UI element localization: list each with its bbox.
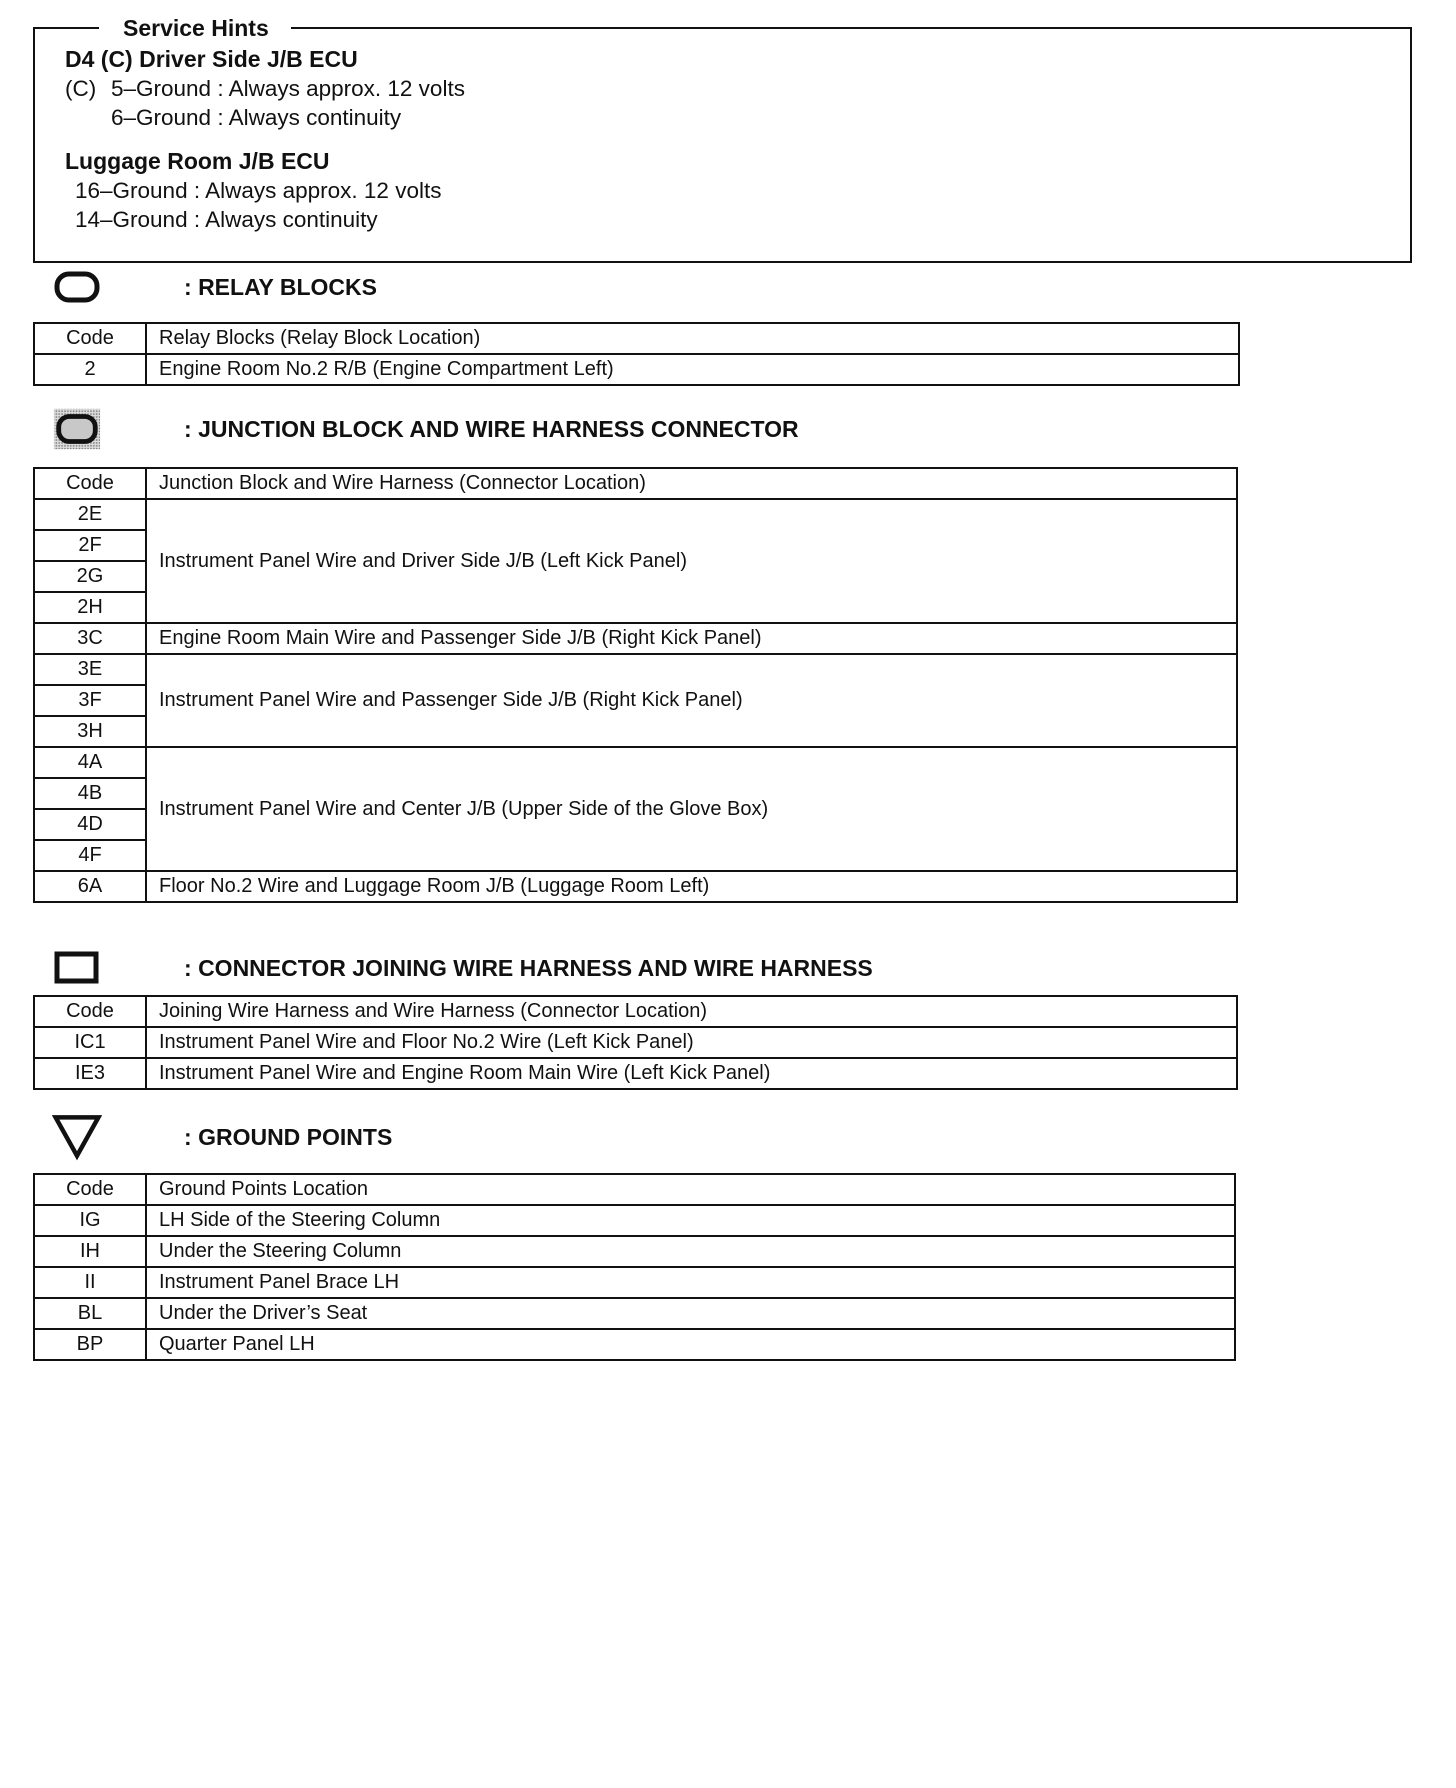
code-cell: 6A	[34, 871, 146, 902]
hint-group-luggage-room-jb	[65, 146, 441, 234]
relay-blocks-table	[33, 322, 1240, 386]
code-cell: BL	[34, 1298, 146, 1329]
code-cell: II	[34, 1267, 146, 1298]
table-row	[34, 1298, 1235, 1329]
service-hints-box	[33, 15, 1412, 263]
relay-block-icon	[52, 262, 102, 312]
code-cell: 3C	[34, 623, 146, 654]
code-cell: 4D	[34, 809, 146, 840]
hint-line: 16–Ground : Always approx. 12 volts	[75, 178, 442, 203]
table-row	[34, 1058, 1237, 1089]
hint-line: 6–Ground : Always continuity	[111, 105, 402, 130]
table-row	[34, 623, 1237, 654]
table-row	[34, 1329, 1235, 1360]
section-title: : RELAY BLOCKS	[184, 274, 377, 301]
code-cell: BP	[34, 1329, 146, 1360]
table-header-row	[34, 996, 1237, 1027]
location-cell: Instrument Panel Wire and Floor No.2 Wire (Left Kick Panel)	[146, 1027, 1237, 1058]
code-cell: IE3	[34, 1058, 146, 1089]
table-header-row	[34, 323, 1239, 354]
connectors-table	[33, 995, 1238, 1090]
header-location-cell: Ground Points Location	[146, 1174, 1235, 1205]
code-cell: 4A	[34, 747, 146, 778]
connector-icon	[52, 943, 102, 993]
location-cell: Under the Steering Column	[146, 1236, 1235, 1267]
location-cell: Instrument Panel Brace LH	[146, 1267, 1235, 1298]
code-cell: 4F	[34, 840, 146, 871]
location-cell: Instrument Panel Wire and Center J/B (Upper Side of the Glove Box)	[146, 747, 1237, 871]
hint-text: 5–Ground : Always approx. 12 volts	[111, 76, 465, 101]
section-title: : JUNCTION BLOCK AND WIRE HARNESS CONNECTOR	[184, 416, 799, 443]
hint-line: 14–Ground : Always continuity	[75, 207, 378, 232]
location-cell: Engine Room Main Wire and Passenger Side J/B (Right Kick Panel)	[146, 623, 1237, 654]
service-hints-title: Service Hints	[99, 13, 291, 43]
location-cell: Instrument Panel Wire and Driver Side J/B (Left Kick Panel)	[146, 499, 1237, 623]
code-cell: 2G	[34, 561, 146, 592]
header-location-cell: Junction Block and Wire Harness (Connector Location)	[146, 468, 1237, 499]
header-code-cell: Code	[34, 323, 146, 354]
hint-heading-driver-side-jb: D4 (C) Driver Side J/B ECU	[65, 46, 358, 72]
header-code-cell: Code	[34, 1174, 146, 1205]
table-header-row	[34, 1174, 1235, 1205]
hint-heading-luggage-room-jb: Luggage Room J/B ECU	[65, 148, 330, 174]
table-row	[34, 1027, 1237, 1058]
code-cell: 3F	[34, 685, 146, 716]
section-heading-junction-blocks	[52, 404, 799, 454]
section-title: : GROUND POINTS	[184, 1124, 392, 1151]
location-cell: Instrument Panel Wire and Engine Room Main Wire (Left Kick Panel)	[146, 1058, 1237, 1089]
section-heading-connectors	[52, 943, 873, 993]
table-row	[34, 654, 1237, 685]
junction-blocks-table	[33, 467, 1238, 903]
table-row	[34, 1236, 1235, 1267]
table-row	[34, 354, 1239, 385]
location-cell: LH Side of the Steering Column	[146, 1205, 1235, 1236]
code-cell: 4B	[34, 778, 146, 809]
table-row	[34, 1205, 1235, 1236]
location-cell: Instrument Panel Wire and Passenger Side J/B (Right Kick Panel)	[146, 654, 1237, 747]
header-location-cell: Joining Wire Harness and Wire Harness (Connector Location)	[146, 996, 1237, 1027]
code-cell: 2H	[34, 592, 146, 623]
ground-points-table	[33, 1173, 1236, 1361]
section-heading-relay-blocks	[52, 262, 377, 312]
location-cell: Quarter Panel LH	[146, 1329, 1235, 1360]
location-cell: Floor No.2 Wire and Luggage Room J/B (Luggage Room Left)	[146, 871, 1237, 902]
code-cell: 2	[34, 354, 146, 385]
location-cell: Under the Driver’s Seat	[146, 1298, 1235, 1329]
table-row	[34, 499, 1237, 530]
table-row	[34, 747, 1237, 778]
hint-group-driver-side-jb	[65, 44, 465, 132]
ground-point-icon	[52, 1112, 102, 1162]
header-code-cell: Code	[34, 996, 146, 1027]
section-heading-ground-points	[52, 1112, 392, 1162]
section-title: : CONNECTOR JOINING WIRE HARNESS AND WIRE HARNESS	[184, 955, 873, 982]
table-header-row	[34, 468, 1237, 499]
location-cell: Engine Room No.2 R/B (Engine Compartment Left)	[146, 354, 1239, 385]
code-cell: 2E	[34, 499, 146, 530]
header-code-cell: Code	[34, 468, 146, 499]
code-cell: 2F	[34, 530, 146, 561]
junction-block-icon	[52, 404, 102, 454]
hint-line	[65, 74, 465, 103]
code-cell: 3H	[34, 716, 146, 747]
hint-prefix: (C)	[65, 76, 97, 101]
code-cell: 3E	[34, 654, 146, 685]
header-location-cell: Relay Blocks (Relay Block Location)	[146, 323, 1239, 354]
code-cell: IG	[34, 1205, 146, 1236]
code-cell: IH	[34, 1236, 146, 1267]
code-cell: IC1	[34, 1027, 146, 1058]
table-row	[34, 871, 1237, 902]
table-row	[34, 1267, 1235, 1298]
